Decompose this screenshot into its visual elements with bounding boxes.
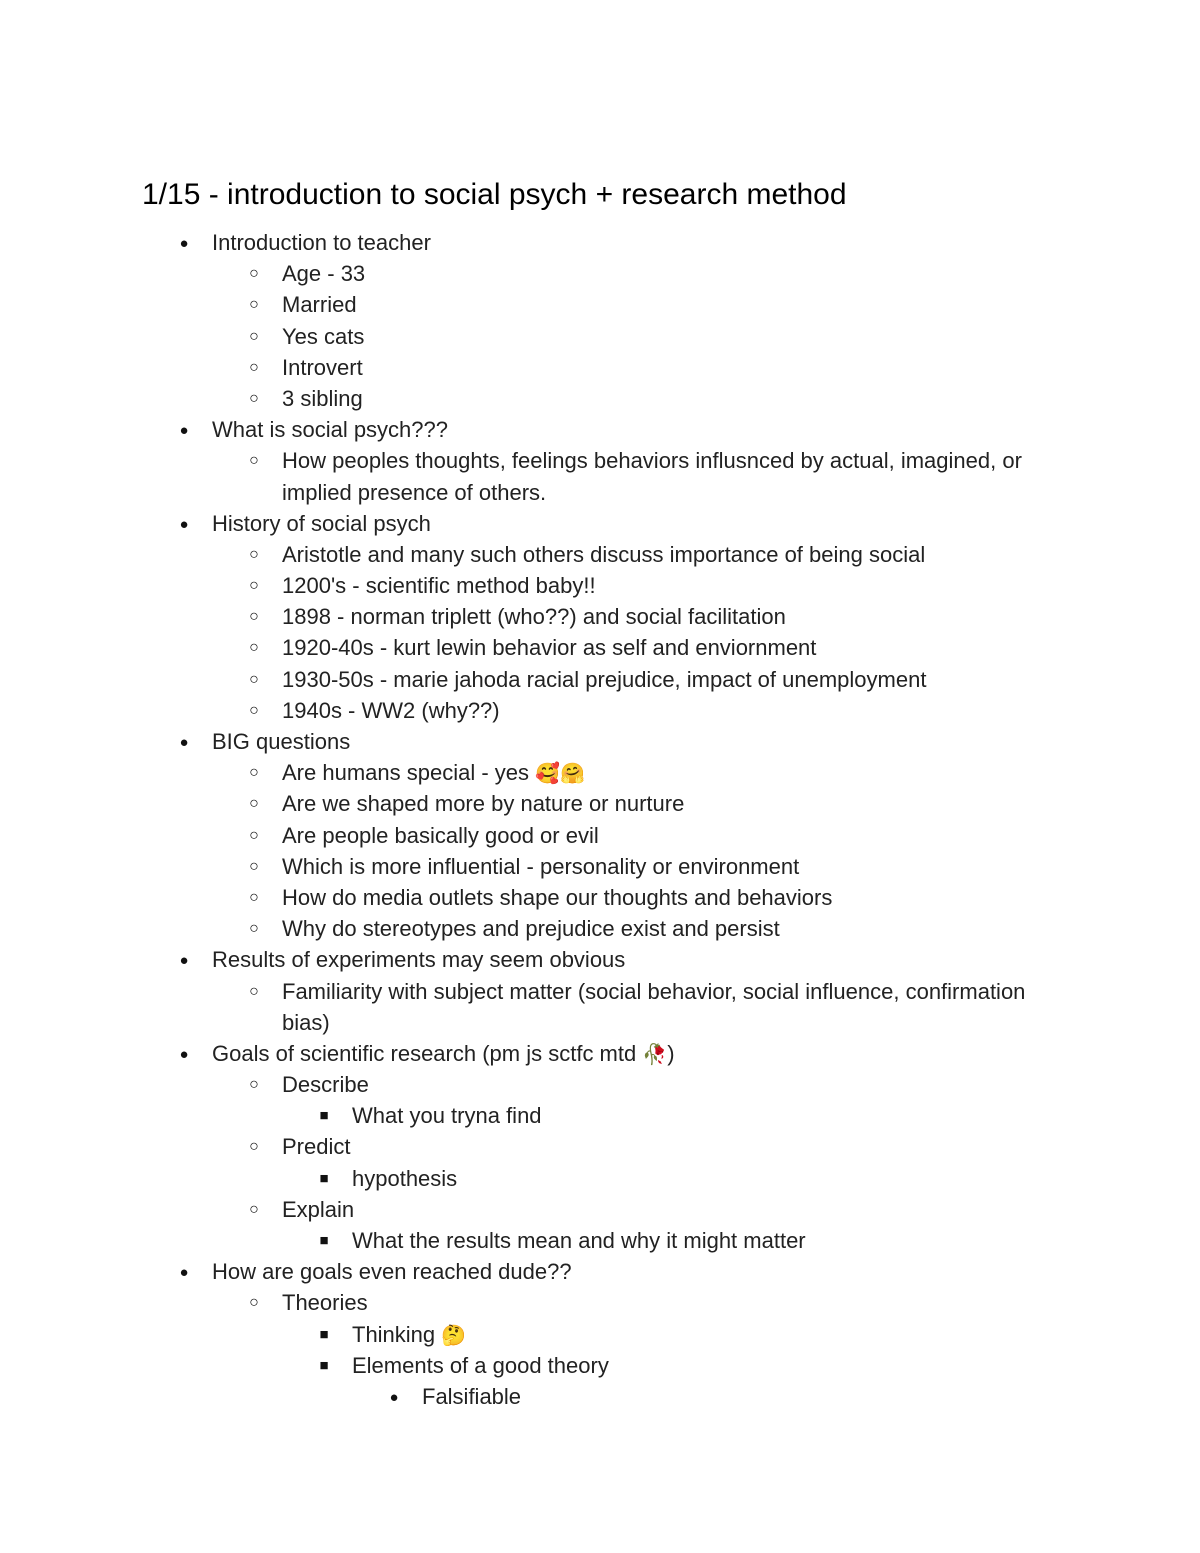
bullet-marker: ○ [249, 577, 259, 595]
list-item [0, 913, 1200, 944]
list-item [0, 1381, 1200, 1412]
list-item-label: Familiarity with subject matter (social behavior, social influence, confirmation bias) [282, 978, 1032, 1035]
list-item-text [422, 1381, 521, 1412]
list-item-text [282, 664, 1062, 695]
list-item-label: Aristotle and many such others discuss importance of being social [282, 541, 926, 567]
bullet-marker: ● [179, 1264, 189, 1282]
list-item [0, 1256, 1200, 1287]
list-item-text [212, 1256, 572, 1287]
bullet-marker: ○ [249, 358, 259, 376]
list-item-label: Age - 33 [282, 261, 366, 287]
list-item-text [352, 1100, 542, 1131]
list-item-text [212, 508, 431, 539]
list-item-label: BIG questions [212, 729, 351, 755]
list-item-text [212, 414, 448, 445]
list-item-label: Theories [282, 1290, 368, 1316]
bullet-marker: ○ [249, 608, 259, 626]
list-item-text [282, 695, 1062, 726]
list-item [0, 227, 1200, 258]
bullet-marker: ○ [249, 1076, 259, 1094]
list-item [0, 1131, 1200, 1162]
list-item [0, 944, 1200, 975]
list-item-label: Explain [282, 1196, 355, 1222]
list-item-text [282, 352, 1062, 383]
list-item-label: Introduction to teacher [212, 230, 431, 255]
list-item [0, 1287, 1200, 1318]
list-item-label: What is social psych??? [212, 417, 448, 443]
list-item [0, 976, 1200, 1038]
list-item-text [282, 851, 1062, 882]
bullet-marker: ○ [249, 265, 259, 283]
list-item-text [282, 601, 1062, 632]
bullet-marker: ○ [249, 1294, 259, 1312]
list-item-text [212, 726, 350, 757]
bullet-marker: ○ [249, 327, 259, 345]
list-item [0, 539, 1200, 570]
notes-outline [0, 227, 1200, 1412]
bullet-marker: ○ [249, 1138, 259, 1156]
list-item [0, 757, 1200, 788]
list-item [0, 1225, 1200, 1256]
emoji-icon: 🤔 [441, 1324, 467, 1347]
bullet-marker: ● [179, 734, 189, 752]
list-item-label: Elements of a good theory [352, 1352, 609, 1378]
list-item [0, 788, 1200, 819]
list-item-text [212, 1038, 675, 1071]
bullet-marker: ■ [319, 1169, 329, 1187]
list-item [0, 321, 1200, 352]
page-title: 1/15 - introduction to social psych + research method [142, 178, 847, 211]
list-item-text [282, 570, 1062, 601]
bullet-marker: ○ [249, 764, 259, 782]
bullet-marker: ○ [249, 701, 259, 719]
list-item-label-suffix: ) [667, 1040, 675, 1066]
list-item-label: 1930-50s - marie jahoda racial prejudice, impact of unemployment [282, 666, 927, 692]
bullet-marker: ○ [249, 826, 259, 844]
bullet-marker: ○ [249, 296, 259, 314]
list-item-text [282, 321, 1062, 352]
list-item-label: 1920-40s - kurt lewin behavior as self and enviornment [282, 635, 817, 661]
bullet-marker: ○ [249, 452, 259, 470]
list-item-text [352, 1350, 609, 1381]
list-item-text [282, 1287, 1062, 1318]
list-item-text [282, 976, 1062, 1038]
list-item [0, 820, 1200, 851]
list-item-text [282, 445, 1062, 507]
bullet-marker: ● [179, 235, 189, 252]
list-item-text [282, 1131, 1062, 1162]
list-item-label: History of social psych [212, 510, 431, 536]
list-item-label: Married [282, 292, 357, 318]
list-item [0, 601, 1200, 632]
list-item-text [282, 820, 1062, 851]
list-item-label: Thinking [352, 1321, 442, 1347]
bullet-marker: ● [179, 1045, 189, 1063]
bullet-marker: ■ [319, 1232, 329, 1250]
list-item-label: Goals of scientific research (pm js sctfc mtd [212, 1040, 643, 1066]
list-item-text [352, 1225, 806, 1256]
bullet-marker: ○ [249, 920, 259, 938]
list-item [0, 1194, 1200, 1225]
list-item-text [282, 632, 1062, 663]
list-item-label: How do media outlets shape our thoughts and behaviors [282, 884, 833, 910]
list-item-label: 1940s - WW2 (why??) [282, 697, 500, 723]
list-item-text [282, 882, 1062, 913]
list-item-label: How are goals even reached dude?? [212, 1259, 572, 1285]
list-item-label: hypothesis [352, 1165, 458, 1191]
list-item-text [282, 539, 1062, 570]
list-item-label: Why do stereotypes and prejudice exist and persist [282, 916, 780, 942]
list-item [0, 632, 1200, 663]
bullet-marker: ○ [249, 795, 259, 813]
list-item [0, 664, 1200, 695]
list-item-text [212, 227, 431, 258]
list-item-label: Predict [282, 1134, 351, 1160]
list-item [0, 851, 1200, 882]
list-item-text [282, 913, 1062, 944]
list-item [0, 508, 1200, 539]
list-item-label: 1898 - norman triplett (who??) and social facilitation [282, 604, 786, 630]
list-item-label: Describe [282, 1072, 369, 1098]
list-item-label: Are humans special - yes [282, 760, 536, 786]
list-item-label: Results of experiments may seem obvious [212, 947, 626, 973]
list-item-text [282, 289, 1062, 320]
list-item-text [282, 757, 1062, 790]
list-item [0, 695, 1200, 726]
list-item-label: 3 sibling [282, 385, 363, 411]
list-item [0, 1350, 1200, 1381]
bullet-marker: ○ [249, 888, 259, 906]
emoji-icon: 🥀 [642, 1043, 668, 1066]
list-item-label: Are we shaped more by nature or nurture [282, 791, 685, 817]
bullet-marker: ○ [249, 639, 259, 657]
list-item [0, 726, 1200, 757]
list-item-label: What the results mean and why it might matter [352, 1228, 806, 1254]
bullet-marker: ● [179, 952, 189, 970]
list-item-label: Are people basically good or evil [282, 822, 599, 848]
list-item [0, 383, 1200, 414]
list-item-text [352, 1319, 466, 1352]
list-item [0, 445, 1200, 507]
list-item-text [212, 944, 625, 975]
bullet-marker: ■ [319, 1356, 329, 1374]
list-item [0, 289, 1200, 320]
bullet-marker: ■ [319, 1107, 329, 1125]
list-item-label: What you tryna find [352, 1103, 542, 1129]
list-item [0, 1163, 1200, 1194]
list-item [0, 352, 1200, 383]
list-item-label: Which is more influential - personality or environment [282, 853, 800, 879]
list-item [0, 258, 1200, 289]
bullet-marker: ● [179, 422, 189, 440]
bullet-marker: ○ [249, 1200, 259, 1218]
bullet-marker: ● [389, 1388, 399, 1406]
list-item [0, 414, 1200, 445]
list-item-label: How peoples thoughts, feelings behaviors influsnced by actual, imagined, or implied presence of others. [282, 448, 1029, 505]
bullet-marker: ● [179, 515, 189, 533]
list-item [0, 1100, 1200, 1131]
list-item-text [282, 788, 1062, 819]
list-item-text [282, 258, 1062, 289]
list-item-text [352, 1163, 457, 1194]
bullet-marker: ○ [249, 545, 259, 563]
list-item-label: 1200's - scientific method baby!! [282, 573, 596, 599]
emoji-icon: 🥰🤗 [535, 763, 585, 786]
list-item [0, 570, 1200, 601]
list-item [0, 882, 1200, 913]
list-item-label: Yes cats [282, 323, 365, 349]
bullet-marker: ○ [249, 670, 259, 688]
list-item-text [282, 383, 1062, 414]
list-item [0, 1038, 1200, 1069]
list-item-label: Falsifiable [422, 1383, 522, 1409]
list-item-text [282, 1069, 1062, 1100]
list-item-label: Introvert [282, 354, 363, 380]
list-item [0, 1069, 1200, 1100]
list-item-text [282, 1194, 1062, 1225]
bullet-marker: ○ [249, 389, 259, 407]
bullet-marker: ○ [249, 857, 259, 875]
list-item [0, 1319, 1200, 1350]
bullet-marker: ○ [249, 982, 259, 1000]
bullet-marker: ■ [319, 1325, 329, 1343]
